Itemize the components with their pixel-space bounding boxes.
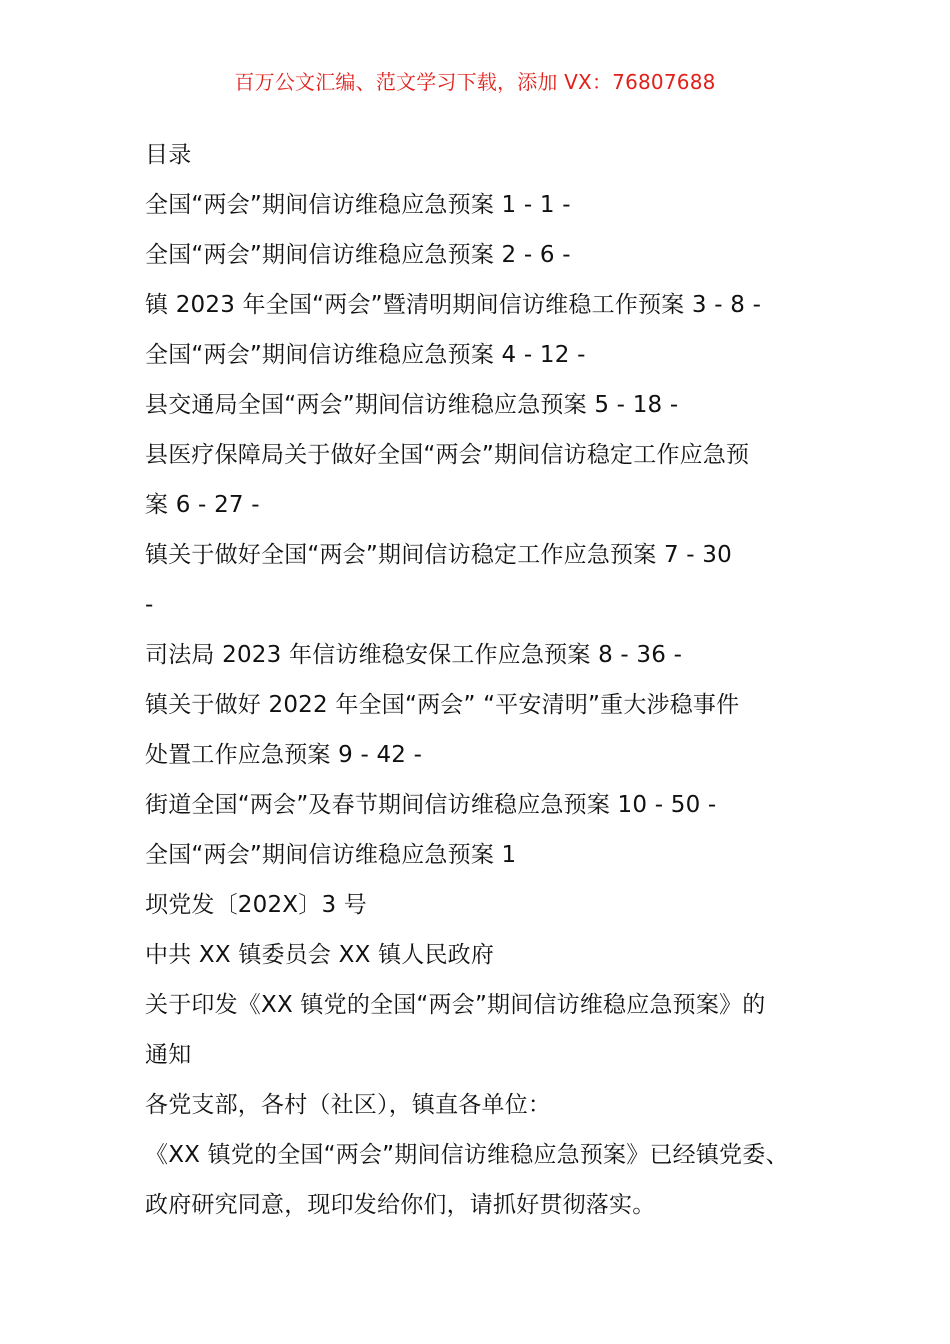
toc-entry: 镇关于做好全国“两会”期间信访稳定工作应急预案 7 - 30: [145, 542, 732, 568]
document-body: [145, 130, 825, 1230]
toc-entry: 全国“两会”期间信访维稳应急预案 1 - 1 -: [145, 192, 571, 218]
toc-entry-continued: 处置工作应急预案 9 - 42 -: [145, 742, 423, 768]
toc-entry: 镇关于做好 2022 年全国“两会” “平安清明”重大涉稳事件: [145, 692, 740, 718]
toc-entry: 镇 2023 年全国“两会”暨清明期间信访维稳工作预案 3 - 8 -: [145, 292, 762, 318]
document-number: 坝党发〔202X〕3 号: [145, 892, 368, 918]
issuing-authority: 中共 XX 镇委员会 XX 镇人民政府: [145, 942, 495, 968]
toc-entry-continued: -: [145, 592, 154, 618]
header-watermark-note: 百万公文汇编、范文学习下载，添加 VX：76807688: [234, 70, 716, 94]
body-paragraph: 《XX 镇党的全国“两会”期间信访维稳应急预案》已经镇党委、: [145, 1142, 789, 1168]
toc-entry: 县交通局全国“两会”期间信访维稳应急预案 5 - 18 -: [145, 392, 679, 418]
toc-entry: 司法局 2023 年信访维稳安保工作应急预案 8 - 36 -: [145, 642, 683, 668]
toc-entry: 县医疗保障局关于做好全国“两会”期间信访稳定工作应急预: [145, 442, 750, 468]
body-paragraph-continued: 政府研究同意，现印发给你们，请抓好贯彻落实。: [145, 1192, 656, 1218]
toc-entry: 全国“两会”期间信访维稳应急预案 4 - 12 -: [145, 342, 586, 368]
notice-title: 关于印发《XX 镇党的全国“两会”期间信访维稳应急预案》的: [145, 992, 766, 1018]
toc-entry-continued: 案 6 - 27 -: [145, 492, 260, 518]
section-title: 全国“两会”期间信访维稳应急预案 1: [145, 842, 517, 868]
addressee: 各党支部，各村（社区），镇直各单位：: [145, 1092, 552, 1118]
notice-title-continued: 通知: [145, 1042, 192, 1068]
toc-entry: 全国“两会”期间信访维稳应急预案 2 - 6 -: [145, 242, 571, 268]
toc-entry: 街道全国“两会”及春节期间信访维稳应急预案 10 - 50 -: [145, 792, 717, 818]
toc-title: 目录: [145, 142, 192, 168]
